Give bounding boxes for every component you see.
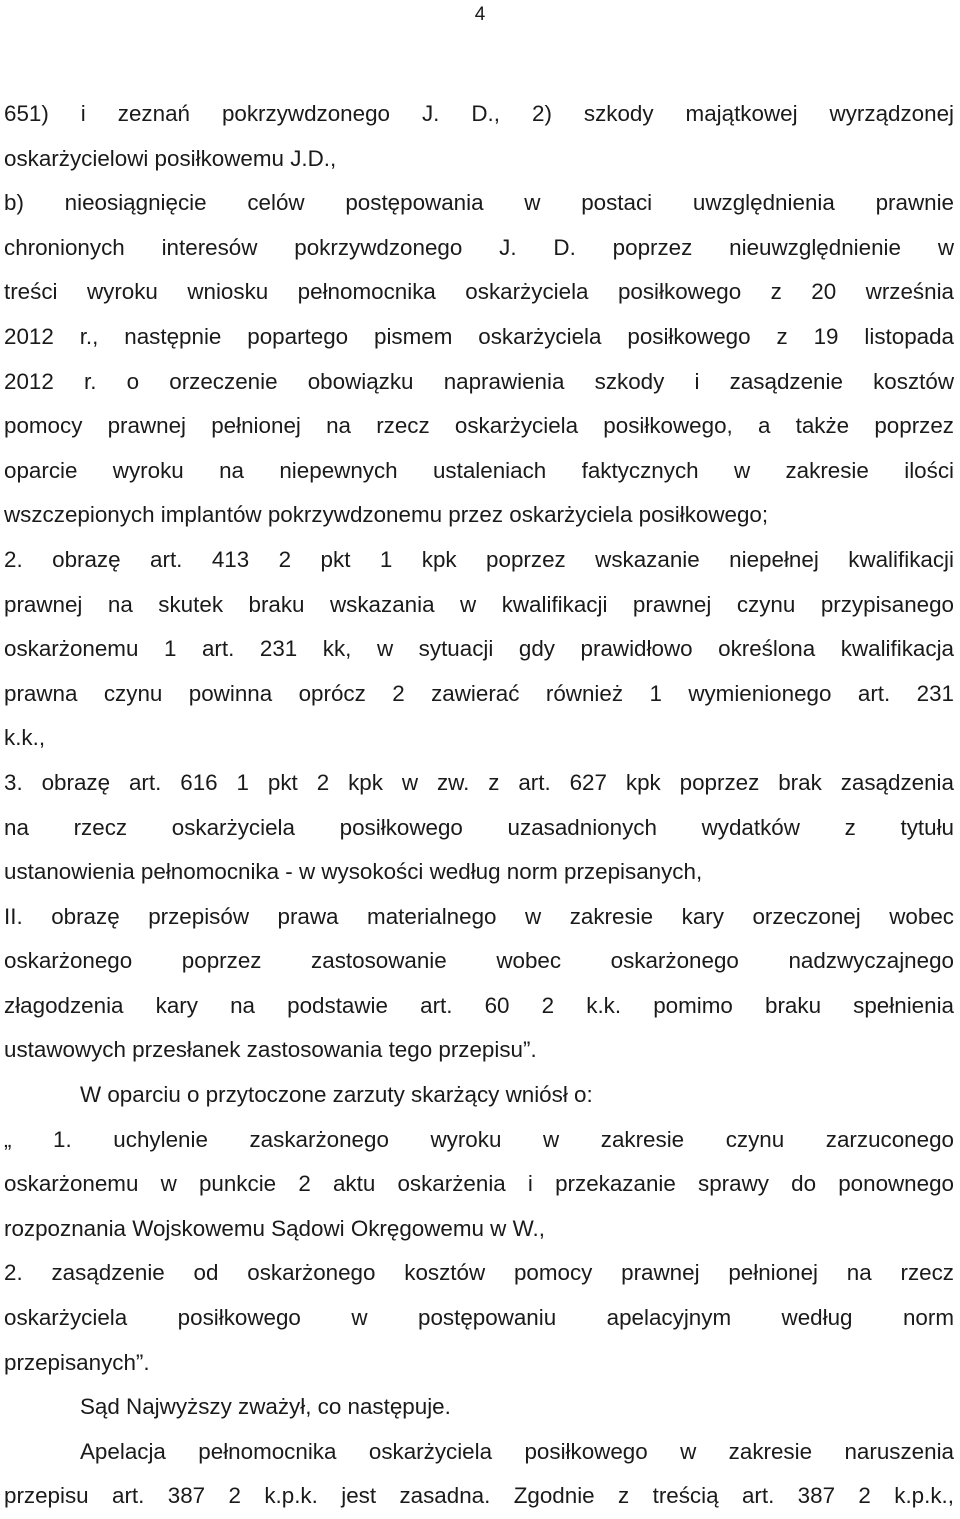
text-line: pomocy prawnej pełnionej na rzecz oskarżyciela posiłkowego, a także poprzez	[4, 413, 954, 439]
text-line: złagodzenia kary na podstawie art. 60 2 k.k. pomimo braku spełnienia	[4, 992, 954, 1018]
text-line: przepisu art. 387 2 k.p.k. jest zasadna. Zgodnie z treścią art. 387 2 k.p.k.,	[4, 1483, 954, 1509]
text-line: oparcie wyroku na niepewnych ustaleniach faktycznych w zakresie ilości	[4, 457, 954, 483]
text-line: 651) i zeznań pokrzywdzonego J. D., 2) szkody majątkowej wyrządzonej	[4, 101, 954, 126]
text-line: 2012 r., następnie popartego pismem oskarżyciela posiłkowego z 19 listopada	[4, 323, 954, 349]
text-line: Apelacja pełnomocnika oskarżyciela posiłkowego w zakresie naruszenia	[80, 1438, 954, 1464]
text-line: na rzecz oskarżyciela posiłkowego uzasadnionych wydatków z tytułu	[4, 814, 954, 840]
text-line: treści wyroku wniosku pełnomocnika oskarżyciela posiłkowego z 20 września	[4, 279, 954, 305]
text-line: rozpoznania Wojskowemu Sądowi Okręgowemu w W.,	[4, 1215, 545, 1241]
text-line: oskarżyciela posiłkowego w postępowaniu apelacyjnym według norm	[4, 1305, 954, 1331]
text-line: prawna czynu powinna oprócz 2 zawierać również 1 wymienionego art. 231	[4, 680, 954, 706]
text-line: b) nieosiągnięcie celów postępowania w postaci uwzględnienia prawnie	[4, 190, 954, 216]
text-line: przepisanych”.	[4, 1349, 150, 1375]
text-line: prawnej na skutek braku wskazania w kwalifikacji prawnej czynu przypisanego	[4, 591, 954, 617]
text-line: 3. obrazę art. 616 1 pkt 2 kpk w zw. z art. 627 kpk poprzez brak zasądzenia	[4, 769, 954, 795]
text-line: 2. obrazę art. 413 2 pkt 1 kpk poprzez wskazanie niepełnej kwalifikacji	[4, 546, 954, 572]
text-line: W oparciu o przytoczone zarzuty skarżący wniósł o:	[80, 1082, 593, 1108]
text-line: „ 1. uchylenie zaskarżonego wyroku w zakresie czynu zarzuconego	[4, 1126, 954, 1152]
text-line: II. obrazę przepisów prawa materialnego w zakresie kary orzeczonej wobec	[4, 903, 954, 929]
text-line: 2. zasądzenie od oskarżonego kosztów pomocy prawnej pełnionej na rzecz	[4, 1260, 954, 1286]
document-body	[4, 92, 954, 1519]
text-line: 2012 r. o orzeczenie obowiązku naprawienia szkody i zasądzenie kosztów	[4, 368, 954, 394]
text-line: oskarżonemu w punkcie 2 aktu oskarżenia i przekazanie sprawy do ponownego	[4, 1171, 954, 1197]
text-line: oskarżycielowi posiłkowemu J.D.,	[4, 145, 337, 171]
text-line: ustanowienia pełnomocnika - w wysokości według norm przepisanych,	[4, 859, 703, 885]
text-line: wszczepionych implantów pokrzywdzonemu przez oskarżyciela posiłkowego;	[4, 502, 769, 528]
text-line: oskarżonego poprzez zastosowanie wobec oskarżonego nadzwyczajnego	[4, 948, 954, 974]
text-line: Sąd Najwyższy zważył, co następuje.	[80, 1394, 451, 1420]
page-number: 4	[474, 4, 486, 25]
text-line: oskarżonemu 1 art. 231 kk, w sytuacji gdy prawidłowo określona kwalifikacja	[4, 636, 954, 662]
text-line: ustawowych przesłanek zastosowania tego przepisu”.	[4, 1037, 537, 1063]
text-line: chronionych interesów pokrzywdzonego J. D. poprzez nieuwzględnienie w	[4, 234, 954, 260]
text-line: k.k.,	[4, 725, 46, 751]
